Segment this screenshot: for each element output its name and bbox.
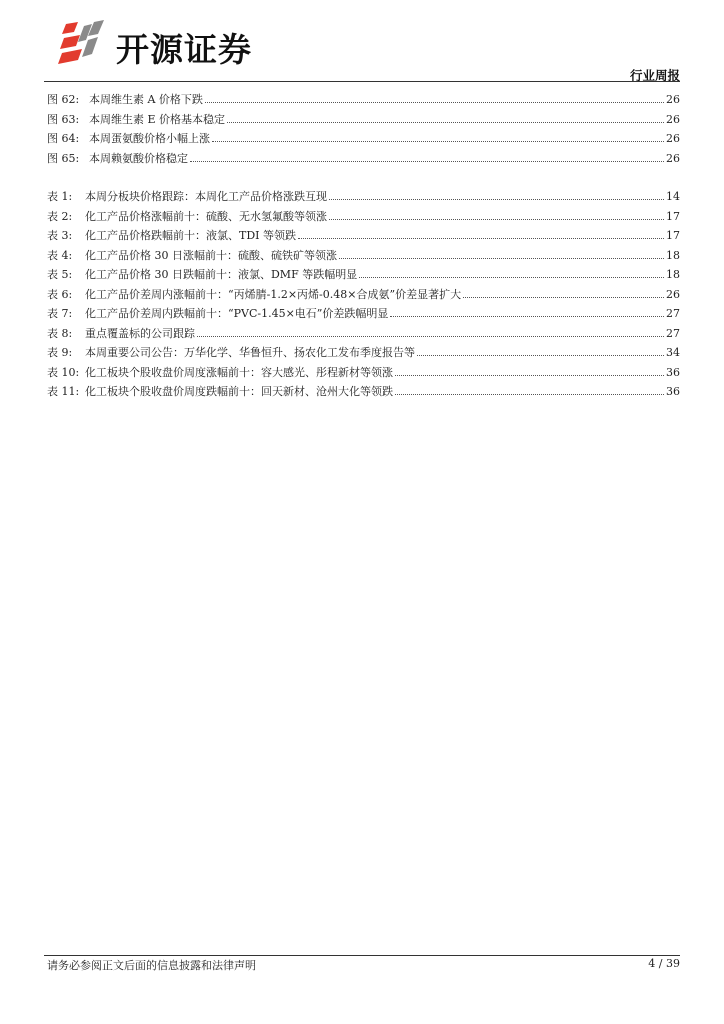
brand-name: 开源证券	[116, 30, 252, 69]
report-type: 行业周报	[629, 68, 680, 83]
toc-row[interactable]	[47, 187, 680, 207]
table-number: 表 1:	[47, 190, 73, 203]
toc-row[interactable]	[47, 110, 680, 130]
table-number: 表 10:	[47, 365, 80, 379]
toc-row[interactable]	[47, 90, 680, 110]
page-header	[0, 0, 724, 82]
page-reference: 27	[666, 307, 680, 320]
logo-mark-icon	[58, 20, 108, 66]
header-divider	[44, 81, 680, 82]
figure-list	[47, 90, 680, 168]
page-reference: 17	[666, 229, 680, 242]
dot-leader	[395, 394, 664, 395]
page-reference: 26	[666, 287, 680, 301]
table-title: 化工产品价格涨幅前十：硫酸、无水氢氟酸等领涨	[85, 209, 327, 223]
page-reference: 26	[666, 151, 680, 165]
table-number: 表 11:	[47, 385, 80, 398]
dot-leader	[197, 336, 664, 337]
toc-row[interactable]	[47, 324, 680, 344]
dot-leader	[390, 316, 664, 317]
figure-title: 本周维生素 A 价格下跌	[89, 93, 203, 106]
company-logo	[58, 20, 288, 69]
toc-row[interactable]	[47, 246, 680, 266]
dot-leader	[395, 375, 664, 376]
table-number: 表 7:	[47, 307, 73, 320]
dot-leader	[205, 102, 664, 103]
toc-row[interactable]	[47, 129, 680, 149]
table-title: 重点覆盖标的公司跟踪	[85, 326, 195, 340]
table-number: 表 3:	[47, 229, 73, 242]
page-reference: 18	[666, 268, 680, 281]
disclaimer-note: 请务必参阅正文后面的信息披露和法律声明	[47, 959, 256, 972]
footer-divider	[44, 955, 680, 956]
table-number: 表 9:	[47, 346, 73, 359]
dot-leader	[339, 258, 664, 259]
toc-row[interactable]	[47, 285, 680, 305]
figure-number: 图 62:	[47, 93, 80, 106]
dot-leader	[227, 122, 664, 123]
table-number: 表 5:	[47, 268, 73, 281]
toc-row[interactable]	[47, 149, 680, 169]
page-reference: 26	[666, 93, 680, 106]
table-title: 化工产品价差周内涨幅前十：“丙烯腈-1.2×丙烯-0.48×合成氨”价差显著扩大	[85, 287, 462, 301]
table-title: 本周重要公司公告：万华化学、华鲁恒升、扬农化工发布季度报告等	[85, 346, 415, 359]
figure-number: 图 63:	[47, 112, 80, 126]
table-title: 化工产品价格 30 日跌幅前十：液氯、DMF 等跌幅明显	[85, 268, 358, 281]
page-reference: 36	[666, 385, 680, 398]
toc-row[interactable]	[47, 226, 680, 246]
toc-row[interactable]	[47, 343, 680, 363]
page-reference: 14	[666, 190, 680, 203]
toc-row[interactable]	[47, 363, 680, 383]
toc-row[interactable]	[47, 207, 680, 227]
table-title: 化工产品价格 30 日涨幅前十：硫酸、硫铁矿等领涨	[85, 248, 337, 262]
toc-row[interactable]	[47, 265, 680, 285]
table-number: 表 4:	[47, 248, 73, 262]
table-number: 表 8:	[47, 326, 73, 340]
table-title: 化工板块个股收盘价周度跌幅前十：回天新材、沧州大化等领跌	[85, 385, 393, 398]
dot-leader	[298, 238, 664, 239]
figure-title: 本周蛋氨酸价格小幅上涨	[89, 132, 210, 145]
figure-title: 本周维生素 E 价格基本稳定	[89, 112, 226, 126]
dot-leader	[359, 277, 664, 278]
page-reference: 27	[666, 326, 680, 340]
page-reference: 34	[666, 346, 680, 359]
page-reference: 26	[666, 112, 680, 126]
table-title: 化工产品价差周内跌幅前十：“PVC-1.45×电石”价差跌幅明显	[85, 307, 389, 320]
page-reference: 26	[666, 132, 680, 145]
figure-number: 图 64:	[47, 132, 80, 145]
dot-leader	[417, 355, 664, 356]
table-title: 本周分板块价格跟踪：本周化工产品价格涨跌互现	[85, 190, 327, 203]
page-reference: 17	[666, 209, 680, 223]
toc-row[interactable]	[47, 382, 680, 402]
table-list	[47, 187, 680, 402]
dot-leader	[212, 141, 664, 142]
dot-leader	[190, 161, 664, 162]
dot-leader	[463, 297, 664, 298]
dot-leader	[329, 219, 664, 220]
table-title: 化工产品价格跌幅前十：液氯、TDI 等领跌	[85, 229, 296, 242]
figure-title: 本周赖氨酸价格稳定	[89, 151, 188, 165]
toc-row[interactable]	[47, 304, 680, 324]
table-title: 化工板块个股收盘价周度涨幅前十：容大感光、彤程新材等领涨	[85, 365, 393, 379]
dot-leader	[329, 199, 664, 200]
page-number: 4 / 39	[648, 957, 680, 970]
table-number: 表 2:	[47, 209, 73, 223]
page-reference: 18	[666, 248, 680, 262]
page-reference: 36	[666, 365, 680, 379]
figure-number: 图 65:	[47, 151, 80, 165]
table-number: 表 6:	[47, 287, 73, 301]
